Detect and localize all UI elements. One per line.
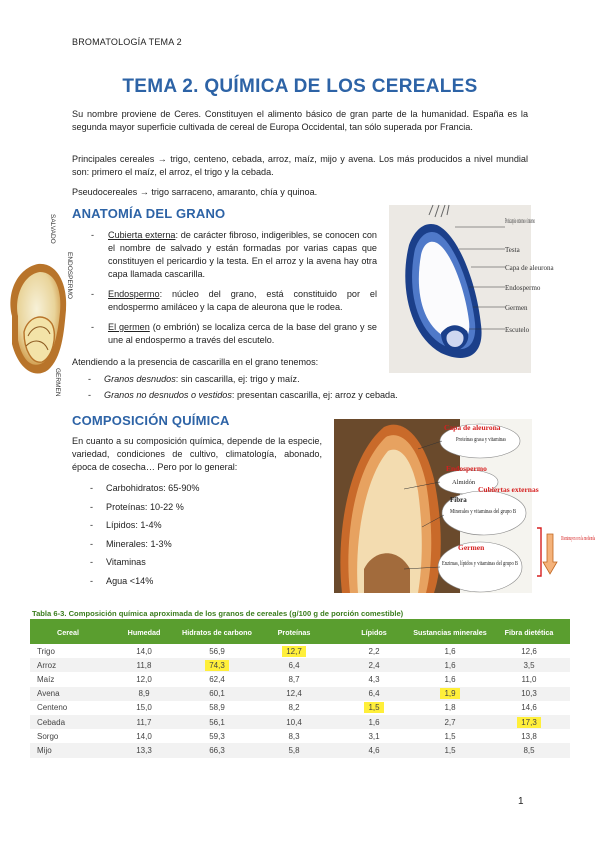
cell-value: 12,7 xyxy=(282,646,306,657)
col-cereal: Cereal xyxy=(57,627,79,637)
cell-value: 14,6 xyxy=(521,703,537,713)
table-cell xyxy=(488,687,570,701)
anatomy-heading: ANATOMÍA DEL GRANO xyxy=(72,206,226,221)
fig-endosperm-title: Endospermo xyxy=(446,464,487,473)
fig-aleurona-title: Capa de aleurona xyxy=(444,423,501,432)
table-cell xyxy=(182,687,252,701)
fig-aleurona-desc: Proteínas grasa y vitaminas xyxy=(456,436,507,443)
cell-value: 8,3 xyxy=(288,731,300,741)
cell-value: Arroz xyxy=(37,660,57,670)
cell-value: 8,2 xyxy=(288,703,300,713)
table-row xyxy=(30,672,570,686)
table-cell xyxy=(30,729,106,743)
cell-value: 3,5 xyxy=(523,660,535,670)
milling-text: Disminuyen con la molienda xyxy=(561,536,596,542)
table-caption: Tabla 6-3. Composición química aproximada de los granos de cereales (g/100 g de porción comestible) xyxy=(30,609,570,620)
table-cell xyxy=(336,672,412,686)
cell-value: 74,3 xyxy=(205,660,229,671)
table-row xyxy=(30,729,570,743)
fig-label-germen-r: Germen xyxy=(505,304,528,312)
composition-heading: COMPOSICIÓN QUÍMICA xyxy=(72,413,230,428)
page-number: 1 xyxy=(518,796,524,807)
table-cell xyxy=(30,715,106,729)
table-cell xyxy=(488,644,570,658)
cell-value: 6,4 xyxy=(368,689,380,699)
cell-value: 12,4 xyxy=(286,689,302,699)
table-cell xyxy=(488,715,570,729)
list-item-text: (o embrión) se localiza cerca de la base del grano y se une al endospermo a través del escutelo. xyxy=(108,322,377,345)
list-item: - Proteínas: 10-22 % xyxy=(80,501,320,514)
table-cell xyxy=(252,644,336,658)
table-cell xyxy=(30,701,106,715)
cell-value: 1,9 xyxy=(440,688,459,699)
table-cell xyxy=(252,687,336,701)
table-cell xyxy=(412,644,488,658)
cell-value: Trigo xyxy=(37,646,55,656)
col-lipidos: Lípidos xyxy=(361,627,387,637)
cell-value: 4,6 xyxy=(368,745,380,755)
cell-value: 1,6 xyxy=(444,674,456,684)
table-row xyxy=(30,715,570,729)
intro-paragraph: Su nombre proviene de Ceres. Constituyen el alimento básico de gran parte de la humanidad. España es la segunda mayor superficie cultivada de cereal de Europa Occidental, tan sólo superada por Francia. xyxy=(72,109,528,132)
fig-label-germen: GERMEN xyxy=(54,368,61,397)
composition-table xyxy=(30,609,570,758)
cell-value: 5,8 xyxy=(288,745,300,755)
table-cell xyxy=(106,644,182,658)
table-cell xyxy=(252,672,336,686)
cell-value: 1,8 xyxy=(444,703,456,713)
table-row xyxy=(30,701,570,715)
table-cell xyxy=(412,701,488,715)
table-cell xyxy=(182,729,252,743)
table-cell xyxy=(336,729,412,743)
cell-value: 2,2 xyxy=(368,646,380,656)
list-item: - Minerales: 1-3% xyxy=(80,538,320,551)
table-cell xyxy=(336,644,412,658)
table-cell xyxy=(488,658,570,672)
table-cell xyxy=(412,729,488,743)
table-cell xyxy=(336,715,412,729)
cell-value: 59,3 xyxy=(209,731,225,741)
fig-label-endospermo: ENDOSPERMO xyxy=(66,252,73,299)
cell-value: 11,7 xyxy=(136,717,152,727)
composition-list xyxy=(80,482,320,593)
table-row xyxy=(30,658,570,672)
term-endospermo: Endospermo xyxy=(108,289,160,299)
list-item: - Lípidos: 1-4% xyxy=(80,519,320,532)
col-fibra: Fibra dietética xyxy=(504,627,554,637)
table-cell xyxy=(336,701,412,715)
table-row xyxy=(30,644,570,658)
list-item xyxy=(72,389,512,402)
cell-value: 8,7 xyxy=(288,674,300,684)
table-cell xyxy=(252,658,336,672)
table-cell xyxy=(182,743,252,757)
cell-value: 8,9 xyxy=(138,689,150,699)
cell-value: 1,6 xyxy=(444,660,456,670)
table-cell xyxy=(412,658,488,672)
cell-value: 15,0 xyxy=(136,703,152,713)
cell-value: Maíz xyxy=(37,674,55,684)
list-item xyxy=(72,373,512,386)
table-cell xyxy=(30,743,106,757)
term-desnudos: Granos desnudos xyxy=(104,374,176,384)
cell-value: 1,6 xyxy=(368,717,380,727)
fig-label-escutelo: Escutelo xyxy=(505,326,530,334)
cell-value: 2,4 xyxy=(368,660,380,670)
table-cell xyxy=(488,743,570,757)
cell-value: 8,5 xyxy=(523,745,535,755)
list-item-text: : presentan cascarilla, ej: arroz y cebada. xyxy=(231,390,398,400)
grain-cross-section-figure xyxy=(4,212,73,398)
list-item: - Vitaminas xyxy=(80,556,320,569)
table-cell xyxy=(106,672,182,686)
table-cell xyxy=(252,729,336,743)
cell-value: 56,1 xyxy=(209,717,225,727)
table-header-row xyxy=(30,620,570,644)
cell-value: 13,8 xyxy=(521,731,537,741)
cell-value: 1,5 xyxy=(364,702,383,713)
table-cell xyxy=(106,715,182,729)
cell-value: 66,3 xyxy=(209,745,225,755)
list-item xyxy=(91,321,377,347)
pseudocereals-paragraph: Pseudocereales → trigo sarraceno, amaranto, chía y quinoa. xyxy=(72,187,318,197)
list-item-text: : núcleo del grano, está constituido por el endospermo amiláceo y la capa de aleurona que le rodea. xyxy=(108,289,377,312)
cell-value: 4,3 xyxy=(368,674,380,684)
list-item: - Agua <14% xyxy=(80,575,320,588)
cell-value: 60,1 xyxy=(209,689,225,699)
fig-label-aleurona: Capa de aleurona xyxy=(505,264,554,272)
cell-value: 3,1 xyxy=(368,731,380,741)
fig-fiber-title: Fibra xyxy=(450,496,467,504)
table-cell xyxy=(412,743,488,757)
table-body xyxy=(30,644,570,758)
cell-value: 6,4 xyxy=(288,660,300,670)
table-cell xyxy=(182,701,252,715)
table-cell xyxy=(488,701,570,715)
cell-value: 58,9 xyxy=(209,703,225,713)
table-cell xyxy=(182,658,252,672)
cell-value: 14,0 xyxy=(136,731,152,741)
cell-value: 10,4 xyxy=(286,717,302,727)
cell-value: Mijo xyxy=(37,745,52,755)
table-cell xyxy=(106,658,182,672)
cell-value: Centeno xyxy=(37,703,68,713)
cell-value: 2,7 xyxy=(444,717,456,727)
fig-germ-desc: Enzimas, lípidos y vitaminas del grupo B xyxy=(442,560,518,567)
milling-note xyxy=(535,526,597,582)
table-cell xyxy=(252,715,336,729)
list-item: - Carbohidratos: 65-90% xyxy=(80,482,320,495)
fig-label-pericarpio: Pericarpio externo e interno xyxy=(505,217,536,225)
cell-value: 1,5 xyxy=(444,745,456,755)
table-cell xyxy=(182,672,252,686)
cell-value: 13,3 xyxy=(136,745,152,755)
table-cell xyxy=(30,672,106,686)
main-cereals-paragraph: Principales cereales → trigo, centeno, cebada, arroz, maíz, mijo y avena. Los más producidos a nivel mundial son: primero el maíz, el arroz, el trigo y la cebada. xyxy=(72,154,528,177)
table-cell xyxy=(30,687,106,701)
cell-value: 62,4 xyxy=(209,674,225,684)
list-item xyxy=(91,288,377,314)
cell-value: 1,5 xyxy=(444,731,456,741)
cell-value: 11,8 xyxy=(136,660,152,670)
fig-external-title: Cubiertas externas xyxy=(478,485,539,494)
cell-value: 11,0 xyxy=(521,674,537,684)
running-header: BROMATOLOGÍA TEMA 2 xyxy=(72,37,182,47)
table-cell xyxy=(182,715,252,729)
term-vestidos: Granos no desnudos o vestidos xyxy=(104,390,232,400)
cell-value: 12,6 xyxy=(521,646,537,656)
table-cell xyxy=(252,743,336,757)
table-cell xyxy=(488,672,570,686)
cell-value: 14,0 xyxy=(136,646,152,656)
list-item xyxy=(91,229,377,281)
table-cell xyxy=(412,687,488,701)
husk-list xyxy=(72,373,512,405)
table-cell xyxy=(30,644,106,658)
fig-endosperm-desc: Almidón xyxy=(452,479,476,486)
table-cell xyxy=(252,701,336,715)
cell-value: 12,0 xyxy=(136,674,152,684)
table-row xyxy=(30,743,570,757)
col-minerales: Sustancias minerales xyxy=(413,627,487,637)
husk-intro: Atendiendo a la presencia de cascarilla en el grano tenemos: xyxy=(72,357,319,367)
cell-value: 56,9 xyxy=(209,646,225,656)
grain-composition-figure xyxy=(334,419,539,593)
table-cell xyxy=(412,672,488,686)
fig-fiber-desc: Minerales y vitaminas del grupo B xyxy=(450,508,516,515)
table-cell xyxy=(106,687,182,701)
table-cell xyxy=(106,743,182,757)
col-humedad: Humedad xyxy=(127,627,161,637)
cell-value: Avena xyxy=(37,689,60,699)
table-cell xyxy=(336,658,412,672)
composition-intro: En cuanto a su composición química, depende de la especie, variedad, condiciones de cultivo, climatología, abonado, época de cosecha… Pero por lo general: xyxy=(72,436,322,472)
cell-value: 10,3 xyxy=(521,689,537,699)
table-row xyxy=(30,687,570,701)
table-cell xyxy=(30,658,106,672)
table-cell xyxy=(106,701,182,715)
page-title: TEMA 2. QUÍMICA DE LOS CEREALES xyxy=(122,76,478,97)
fig-label-salvado: SALVADO xyxy=(49,214,56,244)
cell-value: 17,3 xyxy=(517,717,541,728)
table-cell xyxy=(106,729,182,743)
list-item-text: : de carácter fibroso, indigeribles, se conocen con el nombre de salvado y están formadas por varias capas que constituyen el pericardio y la testa. En el arroz y la avena hay otra capa llamada cascarilla. xyxy=(108,230,377,279)
col-hidratos: Hidratos de carbono xyxy=(182,627,252,637)
term-germen: El germen xyxy=(108,322,150,332)
fig-label-testa: Testa xyxy=(505,246,520,254)
cell-value: Cebada xyxy=(37,717,66,727)
fig-germ-title: Germen xyxy=(458,543,485,552)
term-cubierta: Cubierta externa xyxy=(108,230,176,240)
cell-value: 1,6 xyxy=(444,646,456,656)
table-cell xyxy=(336,687,412,701)
table-cell xyxy=(336,743,412,757)
grain-layers-figure xyxy=(389,205,554,373)
table-cell xyxy=(412,715,488,729)
list-item-text: : sin cascarilla, ej: trigo y maíz. xyxy=(175,374,300,384)
table-cell xyxy=(182,644,252,658)
anatomy-list xyxy=(91,229,377,354)
table-cell xyxy=(488,729,570,743)
col-proteinas: Proteínas xyxy=(277,627,311,637)
cell-value: Sorgo xyxy=(37,731,59,741)
fig-label-endospermo-r: Endospermo xyxy=(505,284,541,292)
